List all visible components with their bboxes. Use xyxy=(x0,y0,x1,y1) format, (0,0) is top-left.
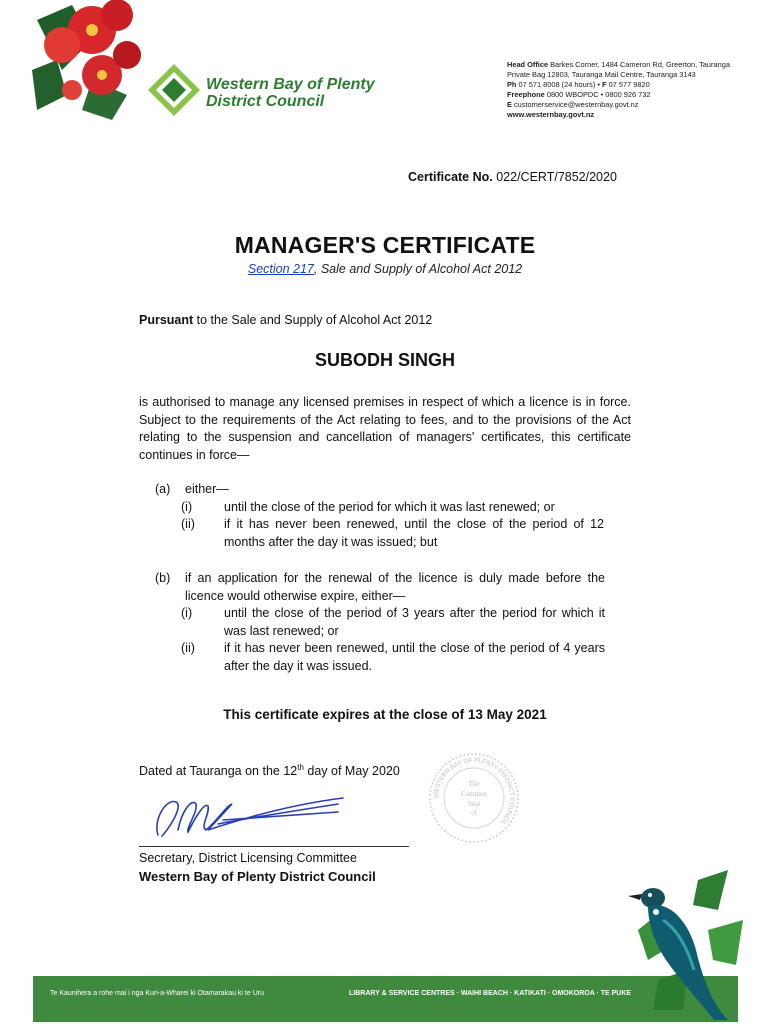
seal-line-3: Seal xyxy=(467,800,481,808)
clause-a-i-label: (i) xyxy=(181,500,193,514)
pursuant-text: to the Sale and Supply of Alcohol Act 2012 xyxy=(193,313,433,327)
expiry-text: This certificate expires at the close of xyxy=(223,707,468,722)
seal-line-1: The xyxy=(468,780,480,788)
signature-line xyxy=(139,846,409,847)
email-address: customerservice@westernbay.govt.nz xyxy=(511,100,639,109)
seal-line-4: of xyxy=(471,809,477,817)
signatory-title: Secretary, District Licensing Committee xyxy=(139,851,357,865)
clause-b-label: (b) xyxy=(155,571,171,585)
intro-paragraph: is authorised to manage any licensed premises in respect of which a licence is in force. Subject to the requirements of the Act relating to fees, and to the provisions of the Act relating to the suspension and cancellation of managers' certificates, this certificate continues in force— xyxy=(139,395,631,462)
phone-number: 07 571 8008 (24 hours) • xyxy=(516,80,603,89)
dated-line xyxy=(139,763,400,778)
common-seal-stamp xyxy=(428,752,520,844)
signatory-council: Western Bay of Plenty District Council xyxy=(139,869,376,884)
certificate-number-value: 022/CERT/7852/2020 xyxy=(492,170,617,184)
logo-line-1: Western Bay of Plenty xyxy=(206,76,375,93)
section-link[interactable]: Section 217 xyxy=(247,262,314,276)
dated-superscript: th xyxy=(297,763,304,772)
private-bag: Private Bag 12803, Tauranga Mail Centre, Tauranga 3143 xyxy=(507,70,696,79)
clause-a-label: (a) xyxy=(155,482,171,496)
holder-name: SUBODH SINGH xyxy=(314,350,455,370)
clause-a-text: either— xyxy=(185,482,229,496)
clause-b-ii-label: (ii) xyxy=(181,641,195,655)
page-title: MANAGER'S CERTIFICATE xyxy=(234,232,536,258)
council-logo-text xyxy=(206,76,375,110)
council-logo-icon xyxy=(146,62,202,118)
head-office-address: Barkes Corner, 1484 Cameron Rd, Greerton, Tauranga xyxy=(548,60,730,69)
tui-bird-image xyxy=(618,870,746,1022)
pursuant-bold: Pursuant xyxy=(139,313,194,327)
contact-block xyxy=(507,60,730,120)
footer-maori-text: Te Kaunihera a rohe mai i nga Kuri-a-Wharei ki Otamarakau ki te Uru xyxy=(50,990,264,997)
freephone-number: 0800 WBOPDC • 0800 926 732 xyxy=(544,90,651,99)
signature-image xyxy=(148,790,348,842)
clause-b-text: if an application for the renewal of the licence is duly made before the licence would otherwise expire, either— xyxy=(185,571,605,603)
freephone-label: Freephone xyxy=(507,90,545,99)
certificate-number xyxy=(408,170,617,184)
footer-service-centres: LIBRARY & SERVICE CENTRES · WAIHI BEACH · KATIKATI · OMOKOROA · TE PUKE xyxy=(349,990,632,997)
clause-a-ii-label: (ii) xyxy=(181,517,195,531)
logo-line-2: District Council xyxy=(206,93,325,110)
act-reference xyxy=(0,262,770,276)
website: www.westernbay.govt.nz xyxy=(507,110,595,119)
fax-label: F xyxy=(602,80,607,89)
expiry-date: 13 May 2021 xyxy=(467,707,547,722)
expiry-statement xyxy=(0,707,770,722)
phone-label: Ph xyxy=(507,80,517,89)
seal-ring-text: WESTERN BAY OF PLENTY DISTRICT COUNCIL xyxy=(432,756,516,827)
clause-b-ii-text: if it has never been renewed, until the close of the period of 4 years after the day it was issued. xyxy=(224,641,605,673)
head-office-label: Head Office xyxy=(507,60,549,69)
clause-b-i-label: (i) xyxy=(181,606,193,620)
clause-a-ii-text: if it has never been renewed, until the close of the period of 12 months after the day it was issued; but xyxy=(224,517,604,549)
dated-suffix: day of May 2020 xyxy=(303,764,400,779)
certificate-number-label: Certificate No. xyxy=(408,170,493,184)
fax-number: 07 577 9820 xyxy=(606,80,650,89)
clause-a-i-text: until the close of the period for which it was last renewed; or xyxy=(224,500,555,514)
seal-line-2: Common xyxy=(460,790,488,798)
dated-prefix: Dated at Tauranga on the 12 xyxy=(139,764,298,779)
pohutukawa-flower-image xyxy=(32,0,142,125)
email-label: E xyxy=(507,100,512,109)
pursuant-line xyxy=(139,313,432,327)
clause-b-i-text: until the close of the period of 3 years after the period for which it was last renewed; or xyxy=(224,606,605,638)
act-name: , Sale and Supply of Alcohol Act 2012 xyxy=(313,262,523,276)
